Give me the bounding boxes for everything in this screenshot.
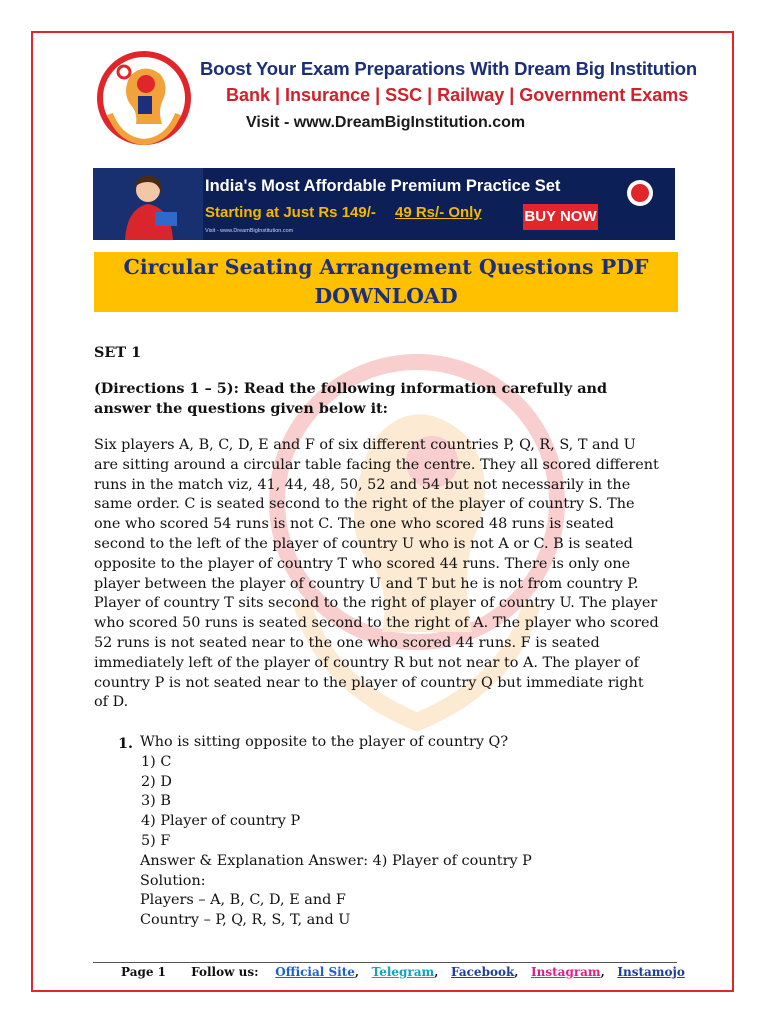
option-1: 1) C (141, 753, 172, 770)
separator: , (354, 965, 360, 979)
buy-now-button[interactable]: BUY NOW (523, 204, 598, 230)
follow-label: Follow us: (191, 965, 259, 979)
title-line-1: Circular Seating Arrangement Questions PDF (123, 255, 649, 279)
directions-text: Read the following information carefully and answer the questions given below it: (94, 380, 608, 417)
countries-line: Country – P, Q, R, S, T, and U (140, 912, 351, 929)
option-2: 2) D (141, 773, 172, 790)
separator: , (600, 965, 605, 979)
solution-label: Solution: (140, 872, 206, 889)
option-3: 3) B (141, 793, 171, 810)
directions-lead: (Directions 1 – 5): (94, 380, 239, 397)
puzzle-paragraph: Six players A, B, C, D, E and F of six different countries P, Q, R, S, T and U are sitting around a circular table facing the centre. They all scored different runs in the match viz, 41, 44, 48, 50, 52 and 54 but not necessarily in the same order. C is seated second to the right of the player of country S. The one who scored 54 runs is not C. The one who scored 48 runs is seated second to the left of the player of country U who is not A or C. B is seated opposite to the player of country T who scored 44 runs. There is only one player between the player of country U and T but he is not from country P. Player of country T sits second to the right of player of country U. The player who scored 50 runs is seated second to the right of A. The player who scored 52 runs is not seated near to the one who scored 44 runs. F is seated immediately left of the player of country R but not near to A. The player of country P is not seated near to the player of country Q but immediate right of D. (94, 437, 659, 711)
separator: , (514, 965, 519, 979)
option-5: 5) F (141, 832, 171, 849)
dream-big-logo (96, 50, 192, 146)
promo-banner[interactable] (93, 168, 675, 240)
question-block (140, 733, 532, 931)
page-number: Page 1 (121, 965, 167, 979)
title-line-2: DOWNLOAD (314, 284, 458, 308)
question-text: Who is sitting opposite to the player of country Q? (140, 734, 509, 750)
banner-title: India's Most Affordable Premium Practice Set (205, 177, 561, 195)
directions (94, 379, 654, 419)
set-label: SET 1 (94, 344, 142, 361)
header-exams: Bank | Insurance | SSC | Railway | Government Exams (226, 85, 689, 105)
footer (121, 965, 685, 979)
document-title (94, 252, 678, 312)
footer-divider (93, 962, 677, 963)
option-4: 4) Player of country P (141, 813, 301, 830)
banner-visit: Visit - www.DreamBigInstitution.com (205, 228, 294, 234)
brand-badge-icon (625, 178, 655, 212)
header-visit: Visit - www.DreamBigInstitution.com (246, 114, 526, 131)
header-tagline: Boost Your Exam Preparations With Dream Big Institution (200, 58, 697, 79)
link-instamojo[interactable]: Instamojo (617, 965, 685, 979)
banner-price: Starting at Just Rs 149/- (205, 204, 376, 221)
student-illustration (93, 168, 203, 240)
question-number: 1. (118, 735, 134, 752)
link-instagram[interactable]: Instagram (531, 965, 601, 979)
players-line: Players – A, B, C, D, E and F (140, 892, 346, 909)
link-telegram[interactable]: Telegram (371, 965, 435, 979)
banner-offer-price: 49 Rs/- Only (395, 204, 482, 221)
separator: , (434, 965, 439, 979)
link-official-site[interactable]: Official Site (275, 965, 355, 979)
link-facebook[interactable]: Facebook (450, 965, 515, 979)
answer-line: Answer & Explanation Answer: 4) Player of country P (140, 852, 532, 869)
